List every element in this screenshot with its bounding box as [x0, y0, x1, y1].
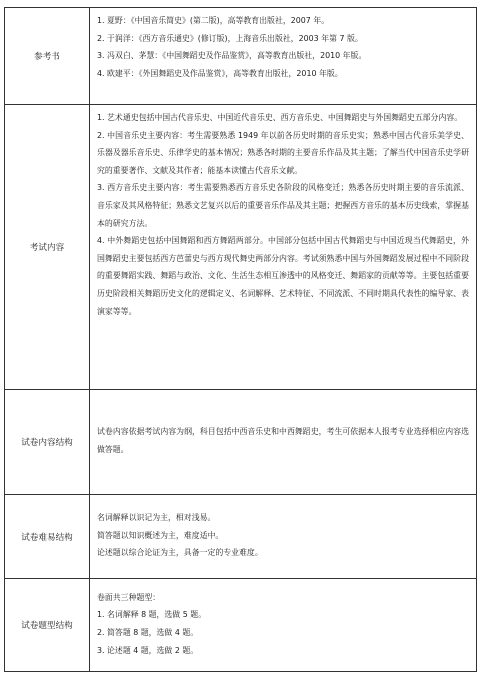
row-content-references [90, 8, 477, 105]
question-type-item: 2. 简答题 8 题，选做 4 题。 [97, 628, 199, 637]
row-difficulty [5, 495, 477, 579]
row-references [5, 8, 477, 105]
question-type-item: 卷面共三种题型： [97, 592, 161, 602]
syllabus-table [4, 7, 477, 672]
row-label-exam-content: 考试内容 [5, 105, 90, 390]
row-content-structure [90, 390, 477, 495]
row-content-exam-content [90, 105, 477, 390]
reference-item: 2. 于润洋：《西方音乐通史》(修订版)，上海音乐出版社，2003 年第 7 版。 [97, 33, 363, 43]
question-type-item: 1. 名词解释 8 题，选做 5 题。 [97, 610, 207, 620]
row-label-difficulty: 试卷难易结构 [5, 495, 90, 579]
row-exam-content [5, 105, 477, 390]
reference-item: 3. 冯双白、茅慧：《中国舞蹈史及作品鉴赏》，高等教育出版社，2010 年版。 [97, 51, 367, 61]
row-content-difficulty [90, 495, 477, 579]
row-label-structure: 试卷内容结构 [5, 390, 90, 495]
content-paragraph: 4. 中外舞蹈史包括中国舞蹈和西方舞蹈两部分。中国部分包括中国古代舞蹈史与中国近现当代舞蹈史，外国舞蹈史主要包括西方芭蕾史与西方现代舞史两部分内容。考试须熟悉中国与外国舞蹈发展过程中不同阶段的重要舞蹈实践、舞蹈与政治、文化、生活生态相互渗透中的风格变迁、舞蹈家的贡献等等。主要包括重要历史阶段相关舞蹈历史文化的逻辑定义、名词解释、艺术特征、不同流派、不同时期具代表性的编导家、表演家等等。 [97, 236, 469, 316]
reference-item: 4. 欧建平：《外国舞蹈史及作品鉴赏》，高等教育出版社，2010 年版。 [97, 68, 343, 78]
content-paragraph: 1. 艺术通史包括中国古代音乐史、中国近代音乐史、西方音乐史、中国舞蹈史与外国舞蹈史五部分内容。 [97, 113, 463, 122]
row-structure [5, 390, 477, 495]
row-question-types [5, 579, 477, 672]
row-label-question-types: 试卷题型结构 [5, 579, 90, 672]
question-type-item: 3. 论述题 4 题，选做 2 题。 [97, 645, 199, 655]
content-paragraph: 2. 中国音乐史主要内容：考生需要熟悉 1949 年以前各历史时期的音乐史实；熟悉中国古代音乐美学史、乐器及器乐音乐史、乐律学史的基本情况；熟悉各时期的主要音乐作品及其主题；了解当代中国音乐史学研究的重要著作、文献及其作者；能基本读懂古代音乐文献。 [97, 130, 469, 175]
content-paragraph: 试卷内容依据考试内容为纲，科目包括中西音乐史和中西舞蹈史，考生可依据本人报考专业选择相应内容选做答题。 [97, 427, 469, 454]
row-label-references: 参考书 [5, 8, 90, 105]
difficulty-item: 论述题以综合论证为主，具备一定的专业难度。 [97, 548, 263, 558]
difficulty-item: 简答题以知识概述为主，难度适中。 [97, 530, 224, 540]
content-paragraph: 3. 西方音乐史主要内容：考生需要熟悉西方音乐史各阶段的风格变迁；熟悉各历史时期主要的音乐流派、音乐家及其风格特征；熟悉文艺复兴以后的重要音乐作品及其主题；把握西方音乐的基本历史线索，掌握基本的研究方法。 [97, 183, 469, 228]
row-content-question-types [90, 579, 477, 672]
reference-item: 1. 夏野：《中国音乐简史》(第二版)，高等教育出版社，2007 年。 [97, 16, 330, 25]
difficulty-item: 名词解释以识记为主，相对浅易。 [97, 513, 216, 523]
